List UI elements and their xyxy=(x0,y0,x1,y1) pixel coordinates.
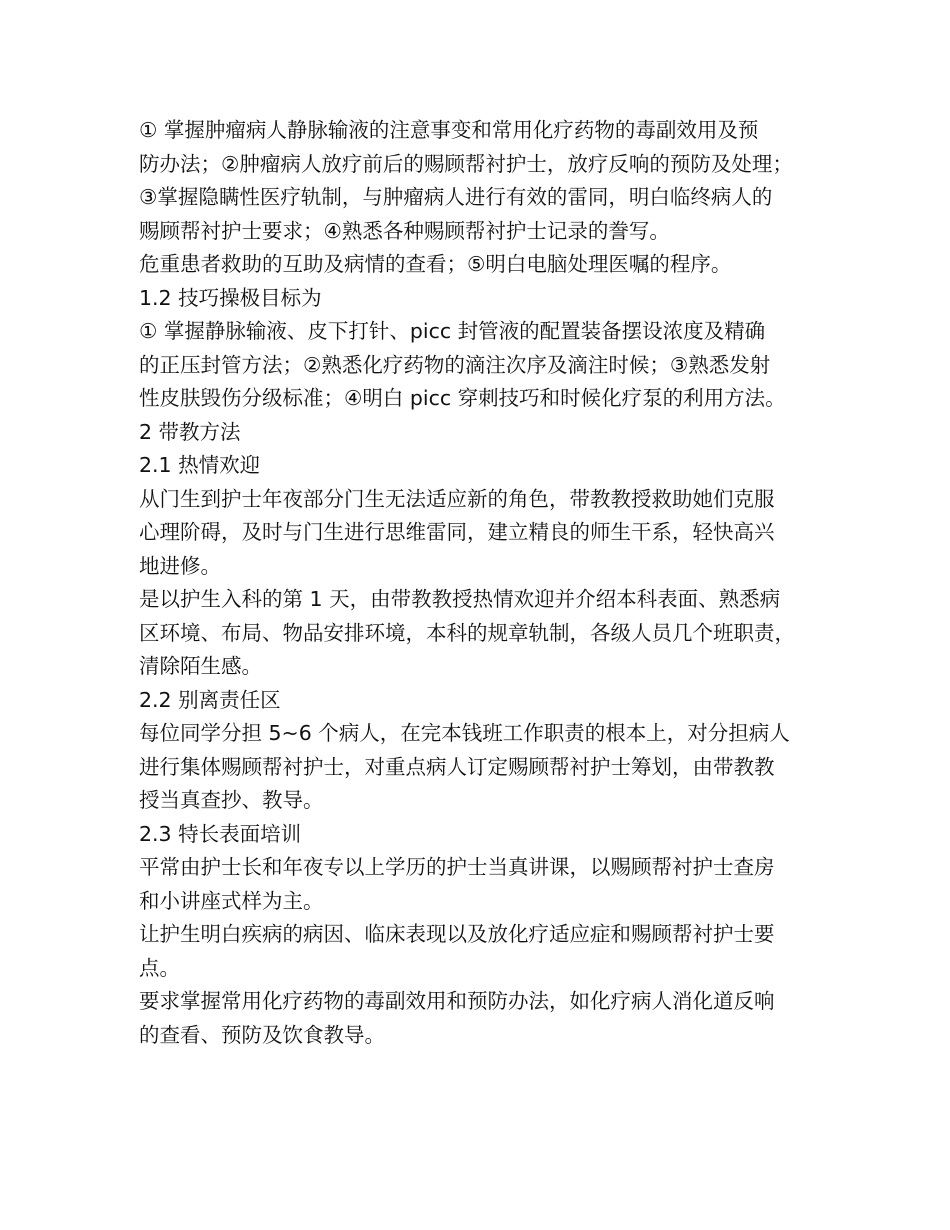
text-line: 点。 xyxy=(139,955,180,980)
text-line: ③掌握隐瞒性医疗轨制，与肿瘤病人进行有效的雷同，明白临终病人的 xyxy=(139,185,773,209)
text-line: 清除陌生感。 xyxy=(139,654,262,678)
text-line: 赐顾帮衬护士要求；④熟悉各种赐顾帮衬护士记录的誊写。 xyxy=(139,218,670,243)
text-line: 心理阶碍，及时与门生进行思维雷同，建立精良的师生干系，轻快高兴 xyxy=(139,520,775,544)
text-line: ① 掌握肿瘤病人静脉输液的注意事变和常用化疗药物的毒副效用及预 xyxy=(139,118,759,142)
section-heading: 2.1 热情欢迎 xyxy=(139,453,261,477)
text-line: 授当真查抄、教导。 xyxy=(139,788,324,812)
text-line: 的正压封管方法；②熟悉化疗药物的滴注次序及滴注时候；③熟悉发射 xyxy=(139,352,771,377)
text-line: 防办法；②肿瘤病人放疗前后的赐顾帮衬护士，放疗反响的预防及处理； xyxy=(139,151,793,176)
text-line: 和小讲座式样为主。 xyxy=(139,888,324,913)
text-line: 的查看、预防及饮食教导。 xyxy=(139,1022,385,1047)
text-line: 让护生明白疾病的病因、临床表现以及放化疗适应症和赐顾帮衬护士要 xyxy=(139,922,775,946)
text-line: 进行集体赐顾帮衬护士，对重点病人订定赐顾帮衬护士筹划，由带教教 xyxy=(139,754,775,779)
text-line: 要求掌握常用化疗药物的毒副效用和预防办法，如化疗病人消化道反响 xyxy=(139,989,775,1013)
text-line: 性皮肤毁伤分级标准；④明白 picc 穿刺技巧和时候化疗泵的利用方法。 xyxy=(139,386,786,410)
text-line: ① 掌握静脉输液、皮下打针、picc 封管液的配置装备摆设浓度及精确 xyxy=(139,319,766,343)
section-heading: 2.2 别离责任区 xyxy=(139,687,281,712)
section-heading: 1.2 技巧操极目标为 xyxy=(139,285,322,310)
text-line: 从门生到护士年夜部分门生无法适应新的角色，带教教授救助她们克服 xyxy=(139,486,775,511)
text-line: 区环境、布局、物品安排环境，本科的规章轨制，各级人员几个班职责， xyxy=(139,620,795,645)
text-line: 是以护生入科的第 1 天，由带教教授热情欢迎并介绍本科表面、熟悉病 xyxy=(139,587,781,611)
document-body xyxy=(139,114,829,1052)
text-line: 每位同学分担 5~6 个病人，在完本钱班工作职责的根本上，对分担病人 xyxy=(139,721,790,745)
section-heading: 2.3 特长表面培训 xyxy=(139,821,302,846)
section-heading: 2 带教方法 xyxy=(139,419,241,444)
text-line: 平常由护士长和年夜专以上学历的护士当真讲课，以赐顾帮衬护士查房 xyxy=(139,855,775,879)
text-line: 地进修。 xyxy=(139,553,221,578)
text-line: 危重患者救助的互助及病情的查看；⑤明白电脑处理医嘱的程序。 xyxy=(139,252,732,276)
